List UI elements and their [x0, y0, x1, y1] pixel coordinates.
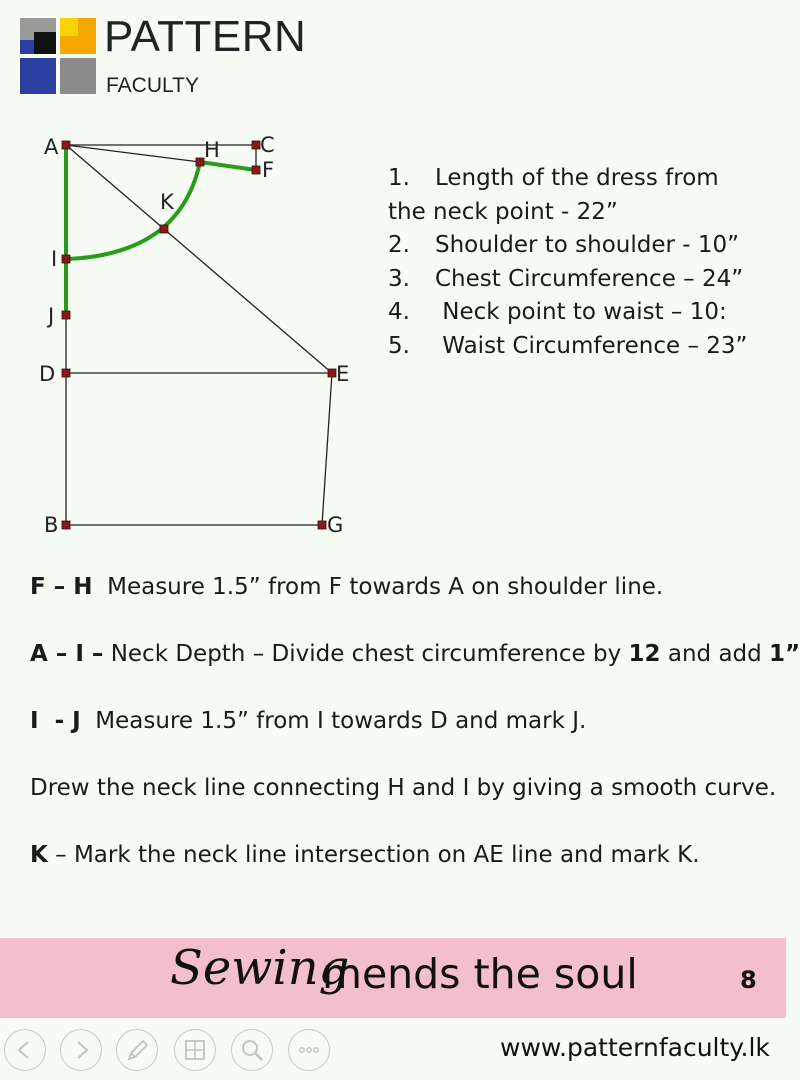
measurement-text: Chest Circumference – 24”: [435, 265, 744, 292]
label-c: C: [260, 133, 275, 157]
line-a-e: [66, 145, 332, 373]
label-h: H: [204, 138, 220, 162]
instruction-text: Neck Depth – Divide chest circumference by: [103, 641, 629, 667]
line-a-h: [66, 145, 200, 162]
back-arrow-icon[interactable]: [4, 1029, 46, 1071]
measurement-item: [388, 330, 768, 364]
logo-squares-icon: [20, 18, 96, 94]
line-e-g: [322, 373, 332, 525]
label-j: J: [48, 304, 55, 328]
measurement-item: [388, 229, 768, 263]
measurement-item: [388, 162, 768, 229]
instruction-a-i: [30, 641, 800, 667]
marker-d: [62, 369, 70, 377]
marker-j: [62, 311, 70, 319]
measurement-number: 5.: [388, 332, 410, 359]
measurement-text: Neck point to waist – 10:: [435, 299, 727, 325]
marker-i: [62, 255, 70, 263]
measurement-text: Length of the dress from: [435, 165, 719, 191]
measurement-number: 3.: [388, 265, 410, 292]
pen-icon[interactable]: [116, 1029, 158, 1071]
zoom-icon[interactable]: [231, 1029, 273, 1071]
label-a: A: [44, 135, 59, 159]
marker-g: [318, 521, 326, 529]
marker-c: [252, 141, 260, 149]
label-k: K: [160, 190, 174, 214]
marker-h: [196, 158, 204, 166]
marker-f: [252, 166, 260, 174]
marker-e: [328, 369, 336, 377]
instruction-key: K: [30, 842, 48, 868]
label-b: B: [44, 513, 59, 537]
measurement-text-continued: the neck point - 22”: [388, 198, 618, 225]
logo-subtitle: FACULTY: [106, 74, 199, 97]
measurement-item: [388, 263, 768, 297]
instruction-text: Drew the neck line connecting H and I by giving a smooth curve.: [30, 775, 777, 801]
label-f: F: [262, 158, 275, 182]
instruction-text-2: and add: [660, 641, 770, 667]
label-g: G: [327, 513, 344, 537]
pattern-diagram: [30, 125, 370, 545]
point-markers: [62, 141, 336, 529]
measurement-number: 2.: [388, 232, 410, 258]
marker-b: [62, 521, 70, 529]
instruction-i-j: [30, 708, 586, 734]
measurement-text: Shoulder to shoulder - 10”: [435, 232, 740, 258]
tagline-text: mends the soul: [322, 950, 638, 998]
neck-curve: [66, 162, 200, 259]
label-d: D: [39, 362, 56, 386]
instruction-key: F – H: [30, 574, 93, 600]
measurement-number: 4.: [388, 299, 410, 325]
instruction-number: 12: [628, 641, 661, 667]
marker-k: [160, 225, 168, 233]
marker-a: [62, 141, 70, 149]
measurement-list: [388, 162, 768, 363]
page-number: 8: [740, 966, 757, 994]
instruction-text: Measure 1.5” from F towards A on shoulder line.: [92, 574, 664, 600]
instruction-k: [30, 842, 700, 868]
instruction-key: I - J: [30, 708, 81, 734]
forward-arrow-icon[interactable]: [60, 1029, 102, 1071]
instruction-text: Measure 1.5” from I towards D and mark J.: [80, 708, 587, 734]
grid-icon[interactable]: [174, 1029, 216, 1071]
more-icon[interactable]: [288, 1029, 330, 1071]
brand-logo: [20, 12, 307, 98]
measurement-text: Waist Circumference – 23”: [435, 332, 748, 359]
logo-title: PATTERN: [104, 12, 307, 61]
label-i: I: [51, 247, 58, 271]
instruction-number-2: 1”: [769, 641, 800, 667]
label-e: E: [336, 362, 350, 386]
instruction-text: – Mark the neck line intersection on AE line and mark K.: [47, 842, 700, 868]
measurement-number: 1.: [388, 165, 410, 191]
instruction-key: A – I –: [30, 641, 104, 667]
measurement-item: [388, 296, 768, 330]
instruction-neck-curve: [30, 775, 776, 801]
tagline-script: Sewing: [170, 940, 350, 996]
website-url: www.patternfaculty.lk: [500, 1033, 770, 1062]
instruction-f-h: [30, 574, 663, 600]
shoulder-line-h-f: [200, 162, 256, 170]
